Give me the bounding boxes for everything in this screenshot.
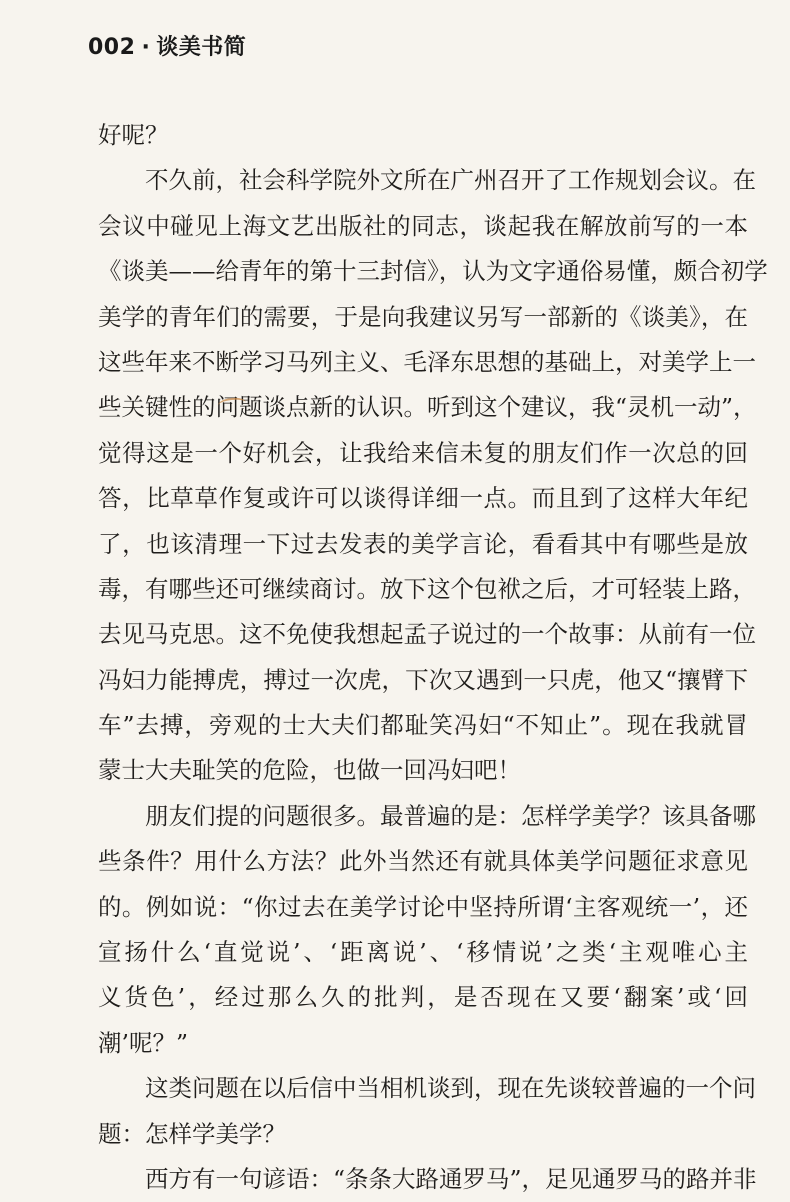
text-line: 潮’呢？” bbox=[98, 1028, 188, 1057]
text-line: 去见马克思。这不免使我想起孟子说过的一个故事：从前有一位 bbox=[98, 620, 756, 649]
text-line: 冯妇力能搏虎，搏过一次虎，下次又遇到一只虎，他又“攘臂下 bbox=[98, 665, 748, 694]
text-line: 义货色’，经过那么久的批判，是否现在又要‘翻案’或‘回 bbox=[98, 983, 748, 1012]
text-line: 这些年来不断学习马列主义、毛泽东思想的基础上，对美学上一 bbox=[98, 347, 756, 376]
text-line: 题：怎样学美学？ bbox=[98, 1119, 286, 1148]
text-line: 蒙士大夫耻笑的危险，也做一回冯妇吧！ bbox=[98, 756, 521, 785]
text-line: 会议中碰见上海文艺出版社的同志，谈起我在解放前写的一本 bbox=[98, 211, 748, 240]
text-line: 些条件？用什么方法？此外当然还有就具体美学问题征求意见 bbox=[98, 847, 748, 876]
text-line: 的。例如说：“你过去在美学讨论中坚持所谓‘主客观统一’，还 bbox=[98, 892, 748, 921]
body-text bbox=[98, 113, 768, 1202]
text-line: 毒，有哪些还可继续商讨。放下这个包袱之后，才可轻装上路， bbox=[98, 574, 756, 603]
text-line: 这类问题在以后信中当相机谈到，现在先谈较普遍的一个问 bbox=[145, 1074, 756, 1103]
text-line: 车”去搏，旁观的士大夫们都耻笑冯妇“不知止”。现在我就冒 bbox=[98, 711, 748, 740]
header-separator: · bbox=[141, 35, 151, 60]
text-line: 朋友们提的问题很多。最普遍的是：怎样学美学？该具备哪 bbox=[145, 801, 756, 830]
book-title: 谈美书简 bbox=[156, 35, 247, 60]
text-line: 了，也该清理一下过去发表的美学言论，看看其中有哪些是放 bbox=[98, 529, 748, 558]
page-number: 002 bbox=[88, 35, 136, 60]
text-line: 《谈美——给青年的第十三封信》，认为文字通俗易懂，颇合初学 bbox=[98, 257, 768, 286]
text-line: 西方有一句谚语：“条条大路通罗马”，足见通罗马的路并非 bbox=[145, 1164, 757, 1193]
text-line: 宣扬什么‘直觉说’、‘距离说’、‘移情说’之类‘主观唯心主 bbox=[98, 938, 748, 967]
text-line: 不久前，社会科学院外文所在广州召开了工作规划会议。在 bbox=[145, 166, 756, 195]
text-line: 好呢？ bbox=[98, 121, 169, 149]
text-line: 些关键性的问题谈点新的认识。听到这个建议，我“灵机一动”， bbox=[98, 393, 757, 422]
text-line: 答，比草草作复或许可以谈得详细一点。而且到了这样大年纪 bbox=[98, 484, 748, 513]
text-line: 美学的青年们的需要，于是向我建议另写一部新的《谈美》，在 bbox=[98, 302, 748, 331]
text-line: 觉得这是一个好机会，让我给来信未复的朋友们作一次总的回 bbox=[98, 438, 748, 467]
running-header bbox=[88, 30, 246, 61]
